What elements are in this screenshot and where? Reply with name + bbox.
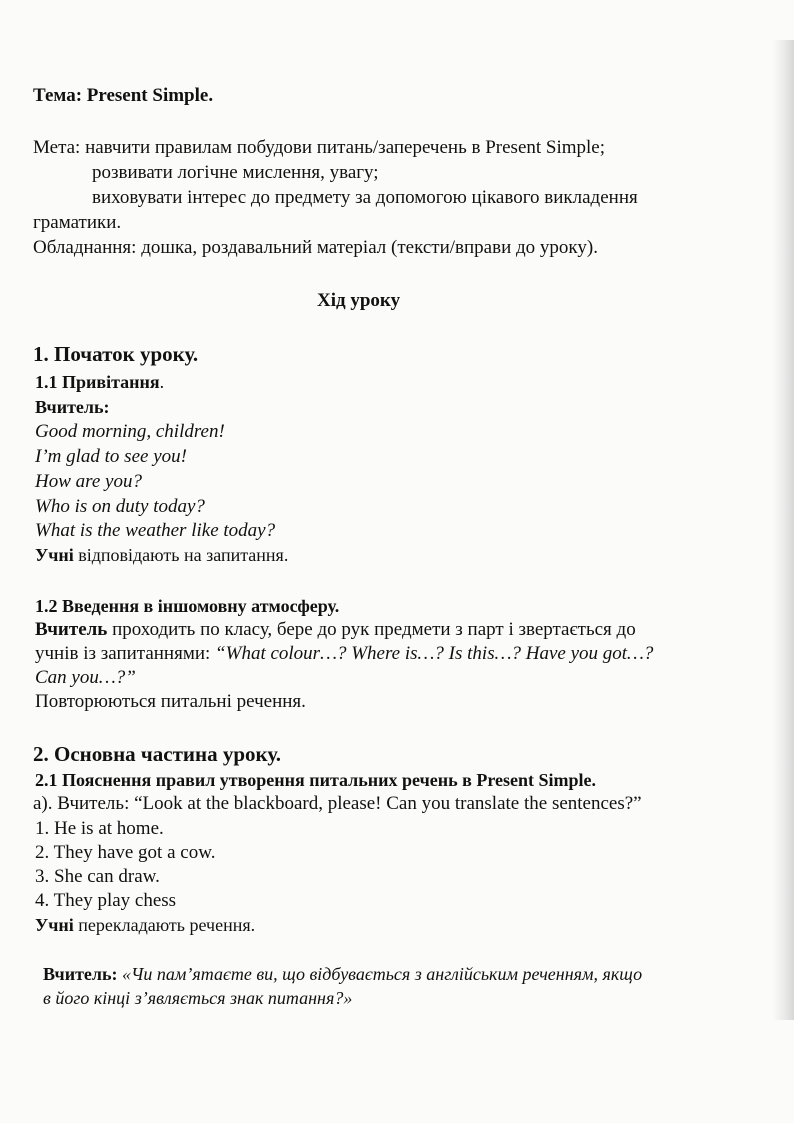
greeting-phrase: What is the weather like today? — [35, 520, 276, 541]
goal-line-3: виховувати інтерес до предмету за допомогою цікавого викладення — [92, 187, 638, 208]
pupils-translate-line: Учні перекладають речення. — [35, 915, 256, 935]
equipment-text: Обладнання: дошка, роздавальний матеріал (тексти/вправи до уроку). — [33, 237, 598, 258]
atmosphere-line-2: учнів із запитаннями: “What colour…? Where is…? Is this…? Have you got…? — [35, 643, 654, 664]
scan-edge-shadow — [772, 40, 794, 1020]
greeting-phrase: How are you? — [35, 471, 142, 492]
greeting-phrase: Good morning, children! — [35, 421, 225, 442]
example-sentence: 4. They play chess — [35, 890, 177, 911]
goal-line-2: розвивати логічне мислення, увагу; — [92, 162, 379, 183]
goal-line-4: граматики. — [33, 212, 122, 233]
lesson-heading: Хід уроку — [317, 290, 401, 311]
section-1-title: 1. Початок уроку. — [33, 342, 199, 366]
greeting-phrase: I’m glad to see you! — [35, 446, 187, 467]
example-sentence: 3. She can draw. — [35, 866, 160, 887]
topic-title: Тема: Present Simple. — [33, 85, 214, 106]
teacher-question-line-1: Вчитель: «Чи пам’ятаєте ви, що відбувається з англійським реченням, якщо — [43, 964, 643, 984]
section-1-2-title: 1.2 Введення в іншомовну атмосферу. — [35, 596, 340, 616]
teacher-instruction: а). Вчитель: “Look at the blackboard, please! Can you translate the sentences?” — [33, 793, 642, 814]
pupils-answer-line: Учні відповідають на запитання. — [35, 545, 289, 565]
section-2-1-title: 2.1 Пояснення правил утворення питальних речень в Present Simple. — [35, 770, 596, 790]
greeting-phrase: Who is on duty today? — [35, 496, 205, 517]
teacher-question-line-2: в його кінці з’являється знак питання?» — [43, 988, 353, 1008]
goal-line-1: Мета: навчити правилам побудови питань/заперечень в Present Simple; — [33, 137, 606, 158]
example-sentence: 2. They have got a cow. — [35, 842, 216, 863]
atmosphere-line-1: Вчитель проходить по класу, бере до рук предмети з парт і звертається до — [35, 619, 636, 640]
atmosphere-line-3: Can you…?” — [35, 667, 136, 688]
atmosphere-line-4: Повторюються питальні речення. — [35, 691, 306, 712]
teacher-label: Вчитель: — [35, 397, 110, 417]
example-sentence: 1. He is at home. — [35, 818, 164, 839]
section-1-1-title: 1.1 Привітання. — [35, 372, 165, 392]
section-2-title: 2. Основна частина уроку. — [33, 742, 281, 766]
